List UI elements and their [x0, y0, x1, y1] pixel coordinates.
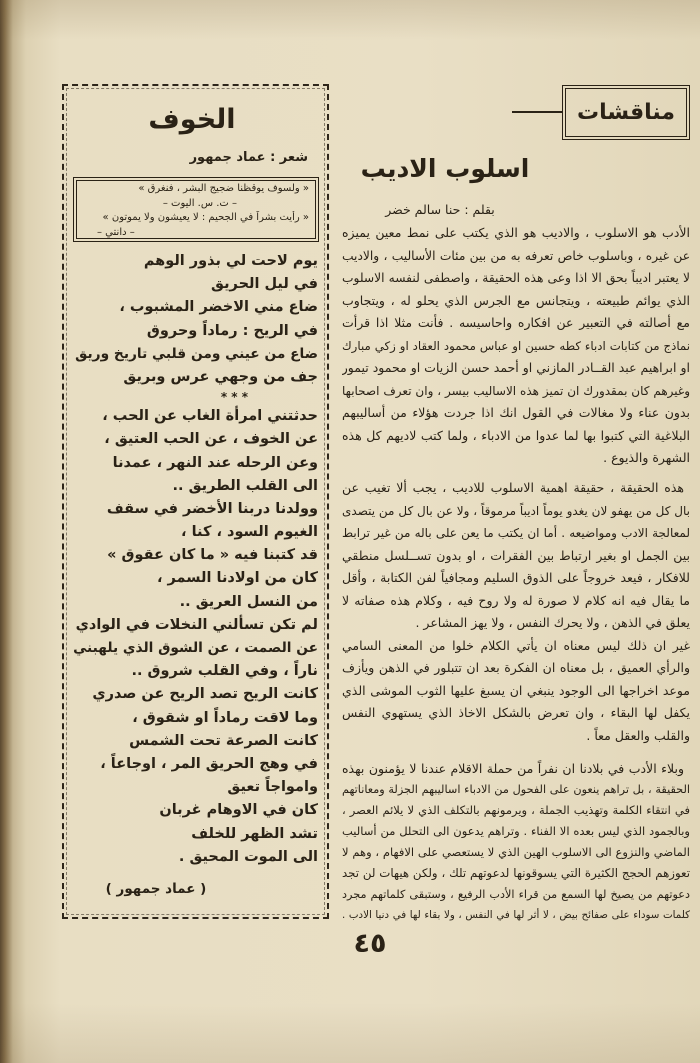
- article-line: الحقيقة ، بل تراهم ينعون على الفحول من الادباء اساليبهم الجزلة ومعاناتهم: [342, 783, 690, 796]
- article-line: الذي يوائم طبيعته ، ويتجانس مع الجرس الذي يحلو له ، ويتجاوب: [342, 292, 690, 308]
- article-line: للافكار ، فيعد خروجاً على الذوق السليم ومجافياً لفن الكتابة ، وأقل: [342, 570, 690, 585]
- poem-line: وما لاقت رماداً او شقوق ،: [132, 709, 318, 726]
- poem-line: وولدنا دربنا الأخضر في سقف: [106, 500, 318, 517]
- article-line: يعلق في الذهن ، ولا يحرك النفس ، ولا يهز المشاعر .: [415, 615, 690, 630]
- poem-line: ناراً ، وفي القلب شروق ..: [131, 663, 318, 680]
- poem-line: في ليل الحريق: [211, 276, 318, 293]
- article-line: البلاغية التي كتبوا بها لما عدوا من الادباء ، ولما كتب لاديهم كل هذه: [342, 427, 690, 443]
- article-paragraph: [342, 758, 690, 926]
- article-line: غير ان ذلك ليس معناه ان يأتي الكلام خلوا من المعنى السامي: [342, 637, 690, 653]
- poem-line: في الريح : رماداً وحروق: [146, 322, 318, 339]
- article-line: وبلاء الأدب في بلادنا ان نفراً من حملة الاقلام عندنا لا يؤمنون بهذه: [342, 761, 684, 776]
- poem-line: ضاع مني الاخضر المشبوب ،: [119, 299, 318, 316]
- article-line: وبالجمود الذي ليس بعده الا الفناء . وتراهم يدعون الى التحلل من أساليب: [342, 824, 690, 838]
- article-line: بدون عناء ولا مغالات في القول انك اذا جردت هؤلاء من أساليبهم: [342, 405, 690, 420]
- article-line: الأدب هو الاسلوب ، والاديب هو الذي يكتب على نمط معين يميزه: [342, 225, 690, 240]
- poem-body: [72, 250, 318, 869]
- article-line: او ابراهيم عبد القــادر المازني او أحمد حسن الزيات او محمود تيمور: [342, 360, 690, 375]
- poem-line: من النسل العريق ..: [179, 593, 318, 610]
- poem-line: في وهج الحريق المر ، اوجاعاً ،: [100, 755, 318, 772]
- section-heading: مناقشات: [576, 100, 676, 125]
- article-line: لمعالجة الادب ومواضيعه . أما ان يكتب ما يعن على باله من غير ترابط: [342, 526, 690, 540]
- article-line: موعد اخراجها الى الوجود ينبغي ان يسبغ عليها الثوب الموشى الذي: [342, 682, 690, 698]
- stanza-divider: * * *: [220, 390, 248, 405]
- poem-line: حدثتني امرأة الغاب عن الحب ،: [102, 408, 318, 425]
- epigraph-box: [73, 177, 319, 242]
- poem-line: الغيوم السود ، كنا ،: [181, 524, 318, 541]
- article-line: ما يقال فيه انه كلام لا صورة له ولا روح فيه ، وكلام هذه صفاته لا: [342, 592, 690, 608]
- article-line: عن غيره ، وباسلوب خاص تعرفه به من بين مئات الأساليب ، والاديب: [342, 248, 690, 263]
- article-line: هذه الحقيقة ، حقيقة اهمية الاسلوب للاديب ، يجب ألا تغيب عن: [342, 480, 684, 495]
- epigraph-author: – دانتي –: [97, 226, 135, 238]
- poem-line: يوم لاحت لي بذور الوهم: [143, 253, 318, 269]
- article-line: في انتقاء الكلمة وتهذيب الجملة ، ويرمونهم بالتكلف الذي لا يلائم العصر ،: [342, 803, 690, 817]
- page-number: ٤٥: [353, 928, 387, 959]
- poem-byline: شعر : عماد جمهور: [189, 150, 308, 165]
- article-paragraph: [342, 222, 690, 470]
- article-line: الشهرة والذيوع .: [603, 450, 690, 465]
- poem-line: كانت الريح تصد الريح عن صدري: [92, 686, 318, 703]
- epigraph-author: – ت. س. اليوت –: [162, 197, 237, 209]
- poem-title: الخوف: [148, 104, 236, 135]
- epigraph-quote: « رأيت بشراً في الجحيم : لا يعيشون ولا يموتون »: [102, 212, 309, 223]
- article-line: تعوزهم الحجج الكثيرة التي يسوقونها لدعوتهم تلك ، ولكن هيهات لن تجد: [342, 866, 690, 880]
- article-title: اسلوب الاديب: [360, 154, 530, 183]
- poem-line: قد كتبنا فيه « ما كان عقوق »: [107, 547, 318, 564]
- poem-line: وامواجاً تعيق: [227, 779, 318, 796]
- poem-line: كان من اولادنا السمر ،: [156, 570, 318, 587]
- poem-line: جف من وجهي عرس وبريق: [123, 368, 318, 385]
- article-line: لا يعتبر اديباً بحق الا اذا وعى هذه الحقيقة ، واصطفى لنفسه الاسلوب: [342, 271, 690, 285]
- poem-line: تشد الظهر للخلف: [191, 825, 318, 842]
- poem-line: كان في الاوهام غربان: [159, 802, 318, 819]
- article-body: [342, 0, 690, 1063]
- poem-line: الى القلب الطريق ..: [172, 477, 318, 494]
- poem-line: ضاع من عيني ومن قلبي تاريخ وريق: [75, 345, 318, 362]
- article-paragraph: [342, 477, 690, 747]
- article-line: يكفل لها البقاء ، وان تعرض بالشكل الاخاذ الذي يستهوي النفس: [342, 705, 690, 720]
- article-line: والقلب والعقل معاً .: [586, 727, 690, 743]
- poem-line: الى الموت المحيق .: [178, 848, 318, 865]
- article-byline: بقلم : حنا سالم خضر: [385, 202, 495, 217]
- poem-line: لم تكن تسألني النخلات في الوادي: [75, 616, 318, 633]
- poem-line: عن الخوف ، عن الحب العتيق ،: [104, 431, 318, 448]
- poem-signature: ( عماد جمهور ): [105, 881, 207, 897]
- article-line: الماضي والنزوع الى الاسلوب الهين الذي لا يستعصي على الافهام ، وهم لا: [342, 845, 690, 859]
- article-line: كلمات سوداء على صفائح بيض ، لا أثر لها في النفس ، ولا بقاء لها في دنيا الادب .: [342, 909, 690, 921]
- article-line: بال كل من يهفو لان يغدو يوماً اديباً مرموقاً ، ولا عن بال كل من يتصدى: [342, 503, 690, 518]
- poem-line: وعن الرحله عند النهر ، عمدنا: [112, 454, 318, 471]
- poem-line: كانت الصرعة تحت الشمس: [129, 732, 318, 749]
- article-line: نماذج من كتابات ادباء كطه حسين او عباس محمود العقاد او زكي مبارك: [342, 338, 690, 353]
- article-line: دعوتهم من يصيخ لها السمع من قراء الأدب الرفيع ، وستبقى كلماتهم مجرد: [342, 888, 690, 901]
- article-line: بين الجمل او بغير ارتباط بين الفقرات ، او بدون تســلسل منطقي: [342, 547, 690, 563]
- poem-line: عن الصمت ، عن الشوق الذي يلهبني: [73, 640, 318, 656]
- article-line: وغيرهم كان بمقدورك ان تميز هذه الاساليب بيسر ، وان تعرف اصحابها: [342, 383, 690, 398]
- article-line: والرأي العميق ، بل معناه ان الفكرة بعد ان تتبلور في الذهن ويأزف: [342, 660, 690, 675]
- article-line: مع أصالته في التعبير عن افكاره واحاسيسه . فأنت مثلا اذا قرأت: [342, 315, 690, 330]
- epigraph-quote: « ولسوف يوقظنا ضجيج البشر ، فنغرق »: [138, 183, 309, 194]
